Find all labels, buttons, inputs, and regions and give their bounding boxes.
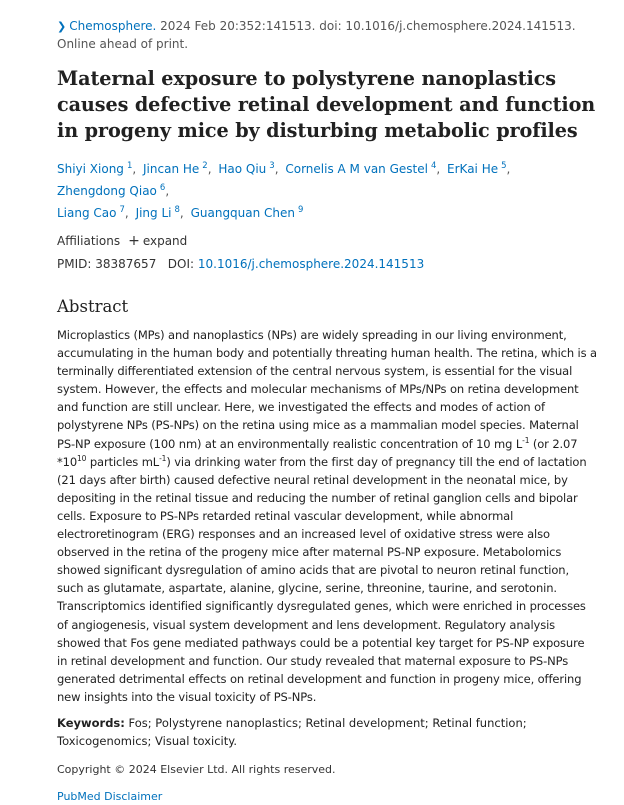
author-link[interactable]: Guangquan Chen $^9$ xyxy=(190,205,304,220)
affiliation-number[interactable]: 2 xyxy=(202,161,208,171)
publication-status: Online ahead of print. xyxy=(57,37,189,51)
pmid-label: PMID: xyxy=(57,257,92,271)
article-ids xyxy=(57,256,598,272)
author-link[interactable]: Liang Cao $^7$ xyxy=(57,205,125,220)
affiliation-number[interactable]: 3 xyxy=(269,161,275,171)
keywords-label: Keywords: xyxy=(57,715,125,730)
journal-link[interactable]: Chemosphere. xyxy=(69,19,157,33)
citation-details: 2024 Feb 20:352:141513. doi: 10.1016/j.chemosphere.2024.141513. xyxy=(160,19,576,33)
affiliation-number[interactable]: 7 xyxy=(119,205,125,215)
article-title: Maternal exposure to polystyrene nanoplastics causes defective retinal development and function in progeny mice by disturbing metabolic profiles xyxy=(57,67,596,142)
doi-link[interactable]: 10.1016/j.chemosphere.2024.141513 xyxy=(197,257,425,271)
author-link[interactable]: Jing Li $^8$ xyxy=(135,205,180,220)
author-link[interactable]: Zhengdong Qiao $^6$ xyxy=(57,183,166,198)
affiliation-number[interactable]: 8 xyxy=(174,205,180,215)
author-link[interactable]: Cornelis A M van Gestel $^4$ xyxy=(285,161,437,176)
affiliation-number[interactable]: 1 xyxy=(126,161,133,171)
affiliations-row xyxy=(57,233,598,249)
pmid-value: 38387657 xyxy=(95,257,157,271)
author-list: Shiyi Xiong $^1$, Jincan He $^2$, Hao Qiu $^3$, Cornelis A M van Gestel $^4$, ErKai He $^5$, Zhengdong Qiao $^6$, Liang Cao $^7$, Jing Li $^8$, Guangquan Chen $^9$ xyxy=(57,161,511,220)
keywords-text: Fos; Polystyrene nanoplastics; Retinal development; Retinal function; Toxicogenomics; Visual toxicity. xyxy=(57,715,527,748)
author-link[interactable]: Shiyi Xiong $^1$ xyxy=(57,161,133,176)
abstract-text: Microplastics (MPs) and nanoplastics (NPs) are widely spreading in our living environment, accumulating in the human body and potentially threating human health. The retina, which is a terminally differentiated extension of the central nervous system, is essential for the visual system. However, the effects and molecular mechanisms of MPs/NPs on retina development and function are still unclear. Here, we investigated the effects and modes of action of polystyrene NPs (PS-NPs) on the retina using mice as a mammalian model species. Maternal PS-NP exposure (100 nm) at an environmentally realistic concentration of 10 mg $L^{-1}$ (or 2.07 $*10^{10}$ particles $mL^{-1}$) via drinking water from the first day of pregnancy till the end of lactation (21 days after birth) caused defective neural retinal development in the neonatal mice, by depositing in the retinal tissue and reducing the number of retinal ganglion cells and bipolar cells. Exposure to PS-NPs retarded retinal vascular development, while abnormal electroretinogram (ERG) responses and an increased level of oxidative stress were also observed in the retina of the progeny mice after maternal PS-NP exposure. Metabolomics showed significant dysregulation of amino acids that are pivotal to neuron retinal function, such as glutamate, aspartate, alanine, glycine, serine, threonine, taurine, and serotonin. Transcriptomics identified significantly dysregulated genes, which were enriched in processes of angiogenesis, visual system development and lens development. Regulatory analysis showed that Fos gene mediated pathways could be a potential key target for PS-NP exposure in retinal development and function. Our study revealed that maternal exposure to PS-NPs generated detrimental effects on retinal development and function in progeny mice, offering new insights into the visual toxicity of PS-NPs. xyxy=(57,328,597,704)
affiliations-label: Affiliations xyxy=(57,234,121,248)
pubmed-disclaimer-link[interactable]: PubMed Disclaimer xyxy=(57,789,163,803)
affiliations-expand-button[interactable] xyxy=(128,233,187,249)
copyright-notice: Copyright © 2024 Elsevier Ltd. All rights reserved. xyxy=(57,762,336,776)
affiliation-number[interactable]: 6 xyxy=(159,183,166,193)
affiliation-number[interactable]: 9 xyxy=(298,205,304,215)
citation-line xyxy=(57,18,598,35)
author-link[interactable]: Hao Qiu $^3$ xyxy=(218,161,275,176)
keywords xyxy=(57,714,598,750)
plus-icon: + xyxy=(128,233,140,249)
author-link[interactable]: ErKai He $^5$ xyxy=(447,161,507,176)
affiliation-number[interactable]: 5 xyxy=(501,161,507,171)
doi-label: DOI: xyxy=(167,257,195,271)
expand-label: expand xyxy=(142,234,188,248)
chevron-right-icon[interactable]: ❯ xyxy=(57,20,67,33)
affiliation-number[interactable]: 4 xyxy=(430,161,437,171)
abstract-heading: Abstract xyxy=(57,297,129,316)
author-link[interactable]: Jincan He $^2$ xyxy=(143,161,208,176)
